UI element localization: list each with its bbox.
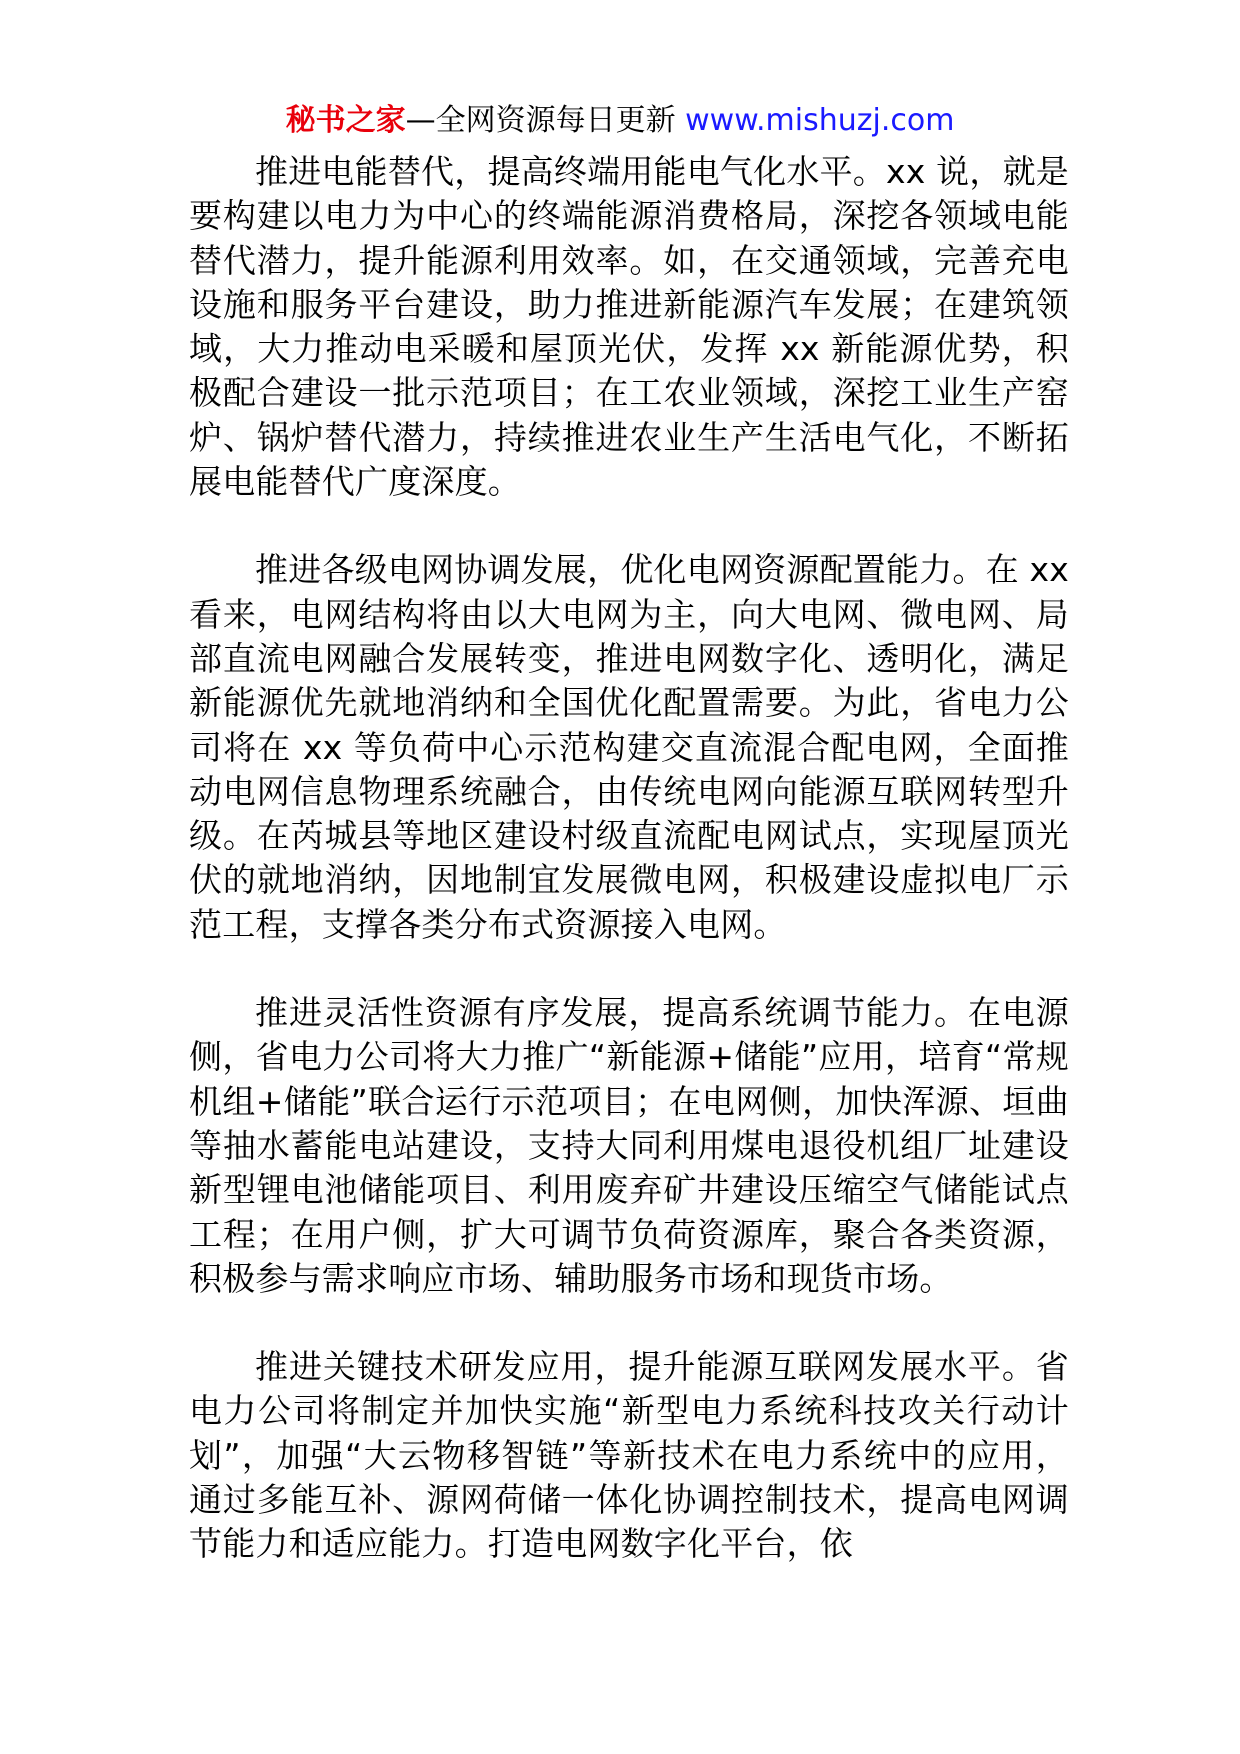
site-tagline: —全网资源每日更新 bbox=[405, 103, 676, 138]
paragraph-flexible-resources: 推进灵活性资源有序发展，提高系统调节能力。在电源侧，省电力公司将大力推广“新能源+储能”应用，培育“常规机组+储能”联合运行示范项目；在电网侧，加快浑源、垣曲等抽水蓄能电站建设，支持大同利用煤电退役机组厂址建设新型锂电池储能项目、利用废弃矿井建设压缩空气储能试点工程；在用户侧，扩大可调节负荷资源库，聚合各类资源，积极参与需求响应市场、辅助服务市场和现货市场。 bbox=[189, 993, 1069, 1298]
paragraph-key-technology: 推进关键技术研发应用，提升能源互联网发展水平。省电力公司将制定并加快实施“新型电力系统科技攻关行动计划”，加强“大云物移智链”等新技术在电力系统中的应用，通过多能互补、源网荷储一体化协调控制技术，提高电网调节能力和适应能力。打造电网数字化平台，依 bbox=[189, 1347, 1069, 1564]
paragraph-electrification: 推进电能替代，提高终端用能电气化水平。xx 说，就是要构建以电力为中心的终端能源消费格局，深挖各领域电能替代潜力，提升能源利用效率。如，在交通领域，完善充电设施和服务平台建设，助力推进新能源汽车发展；在建筑领域，大力推动电采暖和屋顶光伏，发挥 xx 新能源优势，积极配合建设一批示范项目；在工农业领域，深挖工业生产窑炉、锅炉替代潜力，持续推进农业生产生活电气化，不断拓展电能替代广度深度。 bbox=[189, 152, 1069, 502]
site-brand: 秘书之家 bbox=[285, 103, 406, 138]
document-body bbox=[189, 150, 1069, 1611]
paragraph-grid-coordination: 推进各级电网协调发展，优化电网资源配置能力。在 xx 看来，电网结构将由以大电网为主，向大电网、微电网、局部直流电网融合发展转变，推进电网数字化、透明化，满足新能源优先就地消纳和全国优化配置需要。为此，省电力公司将在 xx 等负荷中心示范构建交直流混合配电网，全面推动电网信息物理系统融合，由传统电网向能源互联网转型升级。在芮城县等地区建设村级直流配电网试点，实现屋顶光伏的就地消纳，因地制宜发展微电网，积极建设虚拟电厂示范工程，支撑各类分布式资源接入电网。 bbox=[189, 550, 1069, 944]
site-header bbox=[0, 101, 1240, 141]
site-url-link[interactable]: www.mishuzj.com bbox=[685, 103, 955, 138]
